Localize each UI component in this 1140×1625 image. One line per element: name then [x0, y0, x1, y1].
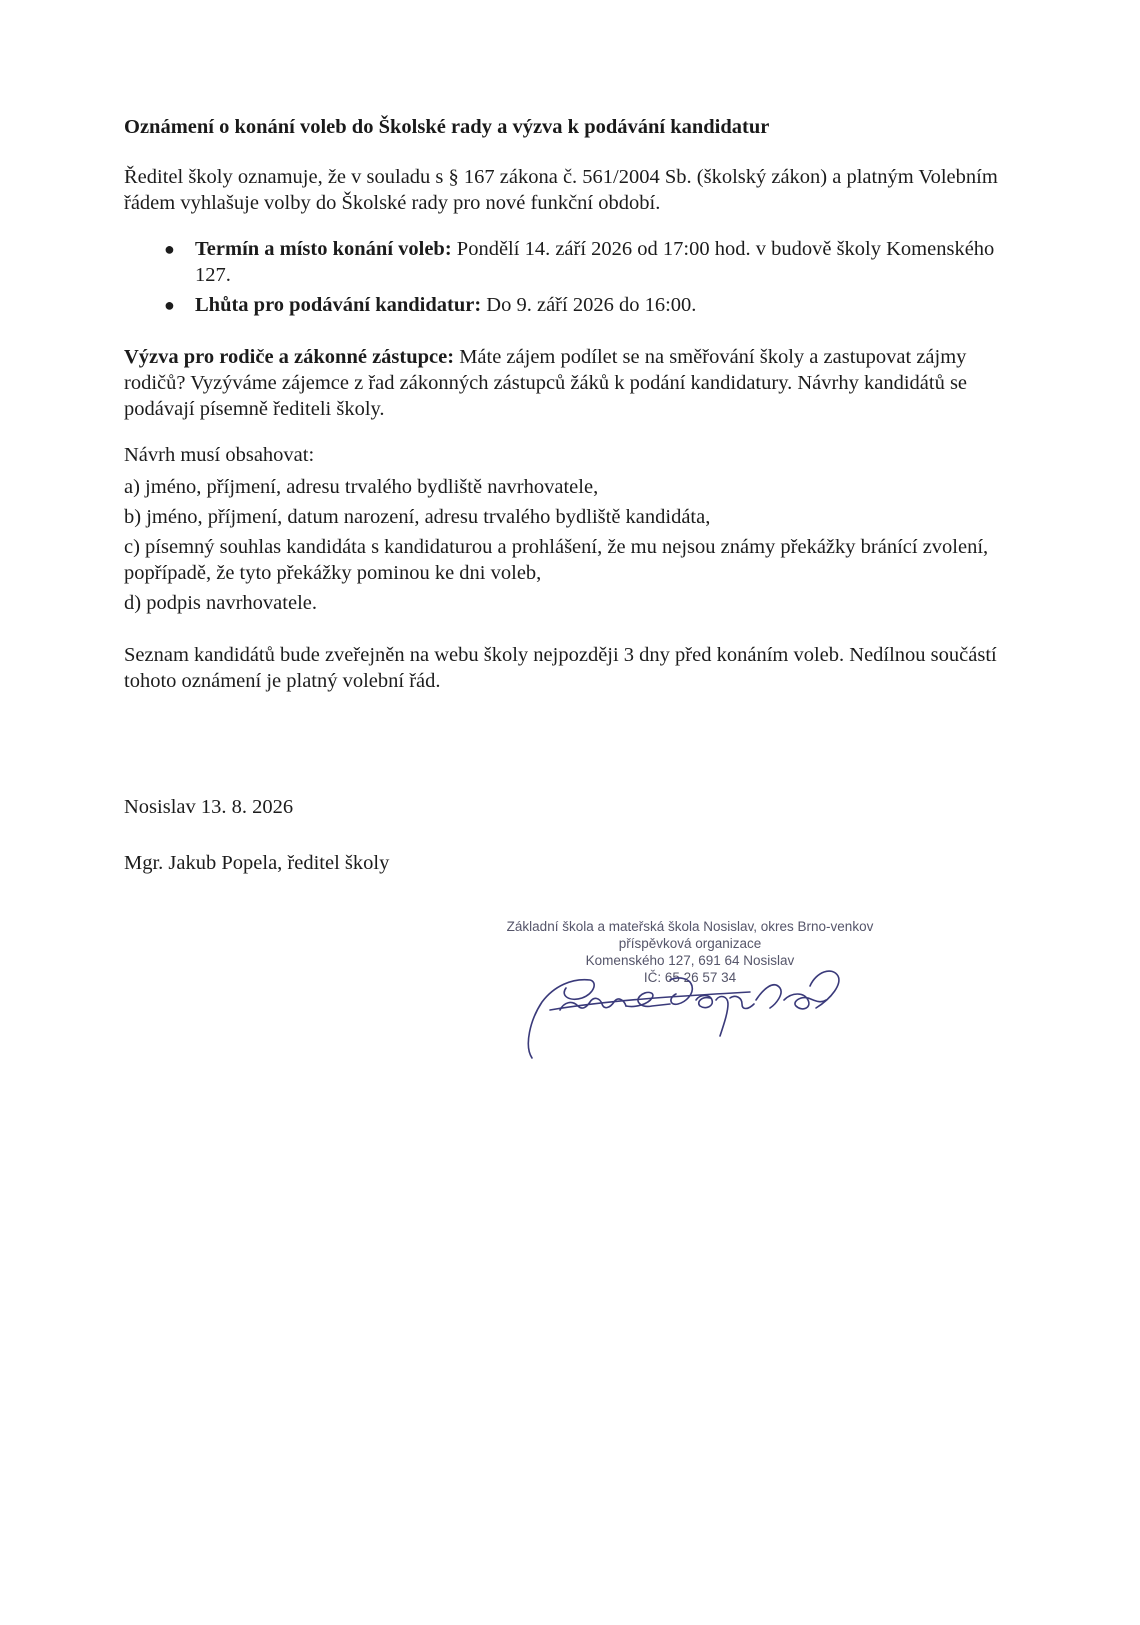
requirement-item: a) jméno, příjmení, adresu trvalého bydliště navrhovatele, — [124, 476, 599, 498]
document-body — [124, 114, 1024, 714]
place-date: Nosislav 13. 8. 2026 — [124, 796, 294, 818]
bullet-label: Termín a místo konání voleb: — [195, 238, 452, 260]
stamp-line: Základní škola a mateřská škola Nosislav, okres Brno-venkov — [506, 919, 874, 934]
bullet-icon: ● — [164, 239, 175, 259]
requirement-item: b) jméno, příjmení, datum narození, adresu trvalého bydliště kandidáta, — [124, 506, 711, 528]
signatory: Mgr. Jakub Popela, ředitel školy — [124, 852, 390, 874]
signature — [520, 950, 850, 1070]
requirement-item: c) písemný souhlas kandidáta s kandidaturou a prohlášení, že mu nejsou známy překážky bránící zvolení, popřípadě, že tyto překážky pominou ke dni voleb, — [124, 536, 989, 584]
document-title: Oznámení o konání voleb do Školské rady a výzva k podávání kandidatur — [124, 116, 770, 138]
bullet-icon: ● — [164, 295, 175, 315]
closing-paragraph: Seznam kandidátů bude zveřejněn na webu školy nejpozději 3 dny před konáním voleb. Nedílnou součástí tohoto oznámení je platný volební řád. — [124, 644, 997, 692]
stamp-line: příspěvková organizace — [618, 936, 762, 951]
call-label: Výzva pro rodiče a zákonné zástupce: — [124, 346, 455, 368]
stamp-line: Komenského 127, 691 64 Nosislav — [585, 953, 795, 968]
call-paragraph — [124, 344, 1024, 422]
key-info-list — [124, 236, 1024, 318]
call-text: Máte zájem podílet se na směřování školy a zastupovat zájmy rodičů? Vyzýváme zájemce z řad zákonných zástupců žáků k podání kandidatury. Návrhy kandidátů se podávají písemně řediteli školy. — [124, 346, 968, 420]
requirement-item: d) podpis navrhovatele. — [124, 592, 317, 614]
bullet-text: Pondělí 14. září 2026 od 17:00 hod. v budově školy Komenského 127. — [195, 238, 995, 286]
list-item — [124, 236, 1024, 288]
bullet-label: Lhůta pro podávání kandidatur: — [195, 294, 482, 316]
requirements-heading: Návrh musí obsahovat: — [124, 444, 315, 466]
stamp-line: IČ: 65 26 57 34 — [643, 970, 737, 985]
bullet-text: Do 9. září 2026 do 16:00. — [481, 294, 697, 316]
list-item — [124, 292, 1024, 318]
intro-paragraph: Ředitel školy oznamuje, že v souladu s § 167 zákona č. 561/2004 Sb. (školský zákon) a platným Volebním řádem vyhlašuje volby do Školské rady pro nové funkční období. — [124, 166, 998, 214]
